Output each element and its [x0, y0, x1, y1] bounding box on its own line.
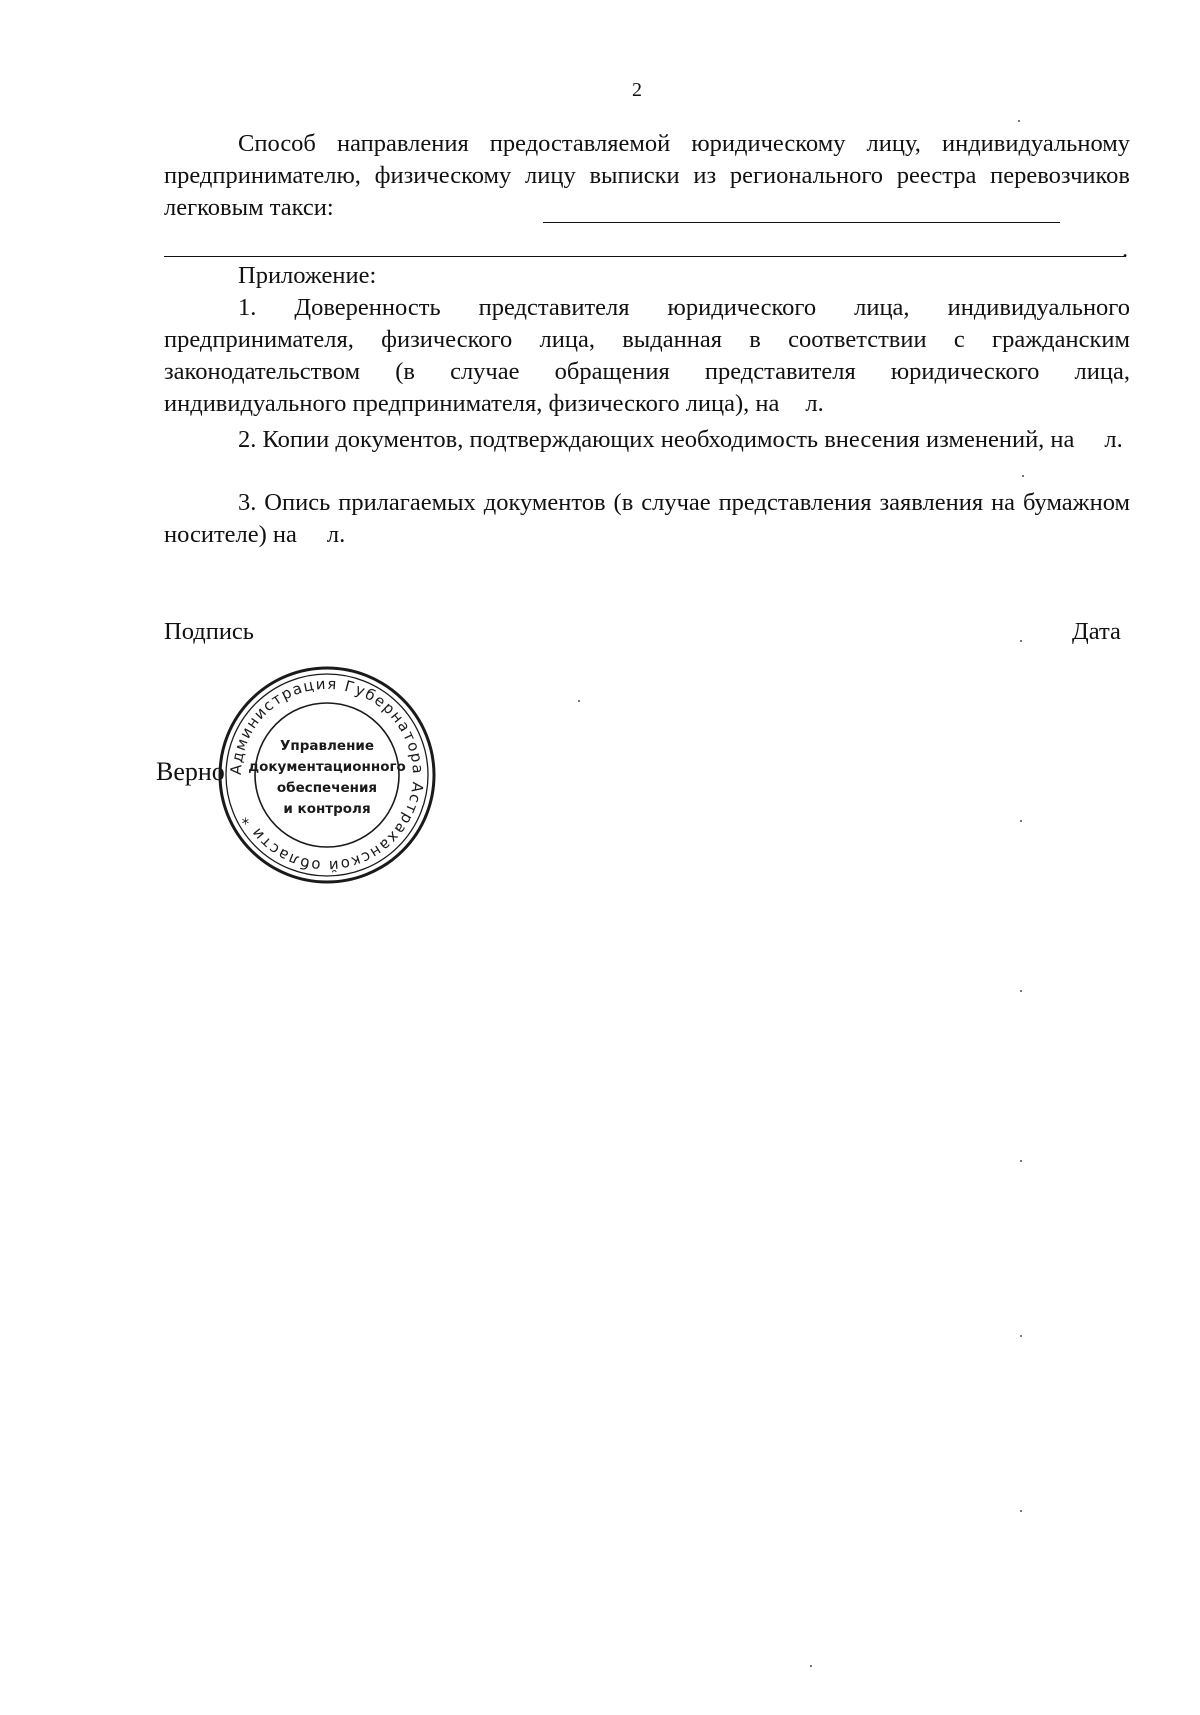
- attachment-item-2-unit: л.: [1104, 426, 1123, 453]
- attachment-item-3: [164, 487, 1130, 551]
- seal-center-text: [248, 738, 406, 817]
- seal-line-4: и контроля: [283, 801, 371, 817]
- seal-line-1: Управление: [279, 738, 375, 754]
- scan-speck: [1020, 1160, 1022, 1162]
- date-label: Дата: [1072, 618, 1121, 645]
- seal-ring-text: Администрация Губернатора Астраханской области *: [226, 674, 428, 876]
- attachment-item-2: [164, 424, 1130, 456]
- attachment-item-1-text: 1. Доверенность представителя юридического лица, индивидуального предпринимателя, физического лица, выданная в соответствии с гражданским законодательством (в случае обращения представителя юридического лица, индивидуального предпринимателя, физического лица), на: [164, 294, 1130, 417]
- scan-speck: [1020, 990, 1022, 992]
- official-seal-stamp: [216, 664, 438, 886]
- scan-speck: [1020, 1510, 1022, 1512]
- delivery-method-blank-line-1: [543, 222, 1060, 223]
- scan-speck: [810, 1665, 812, 1667]
- scan-speck: [1020, 640, 1022, 642]
- scan-speck: [1018, 120, 1020, 122]
- signature-label: Подпись: [164, 618, 254, 645]
- delivery-method-paragraph: [164, 128, 1130, 224]
- attachment-item-3-text: 3. Опись прилагаемых документов (в случае представления заявления на бумажном носителе) на: [164, 489, 1130, 548]
- seal-line-2: документационного: [248, 759, 406, 775]
- delivery-method-text: Способ направления предоставляемой юридическому лицу, индивидуальному предпринимателю, физическому лицу выписки из регионального реестра перевозчиков легковым такси:: [164, 130, 1130, 221]
- delivery-method-blank-line-2: [164, 256, 1124, 257]
- attachment-item-1: [164, 292, 1130, 420]
- attachment-item-1-unit: л.: [805, 390, 824, 417]
- scan-speck: [578, 700, 580, 702]
- attachment-item-3-unit: л.: [326, 521, 346, 548]
- scan-speck: [1020, 1335, 1022, 1337]
- delivery-method-end-mark: .: [1122, 236, 1129, 263]
- seal-line-3: обеспечения: [276, 780, 378, 796]
- page-number: 2: [632, 79, 642, 101]
- scan-speck: [1022, 475, 1024, 477]
- attachments-heading: Приложение:: [238, 262, 377, 289]
- certified-label: Верно: [156, 757, 225, 786]
- scan-speck: [1020, 820, 1022, 822]
- attachment-item-2-text: 2. Копии документов, подтверждающих необходимость внесения изменений, на: [238, 426, 1075, 453]
